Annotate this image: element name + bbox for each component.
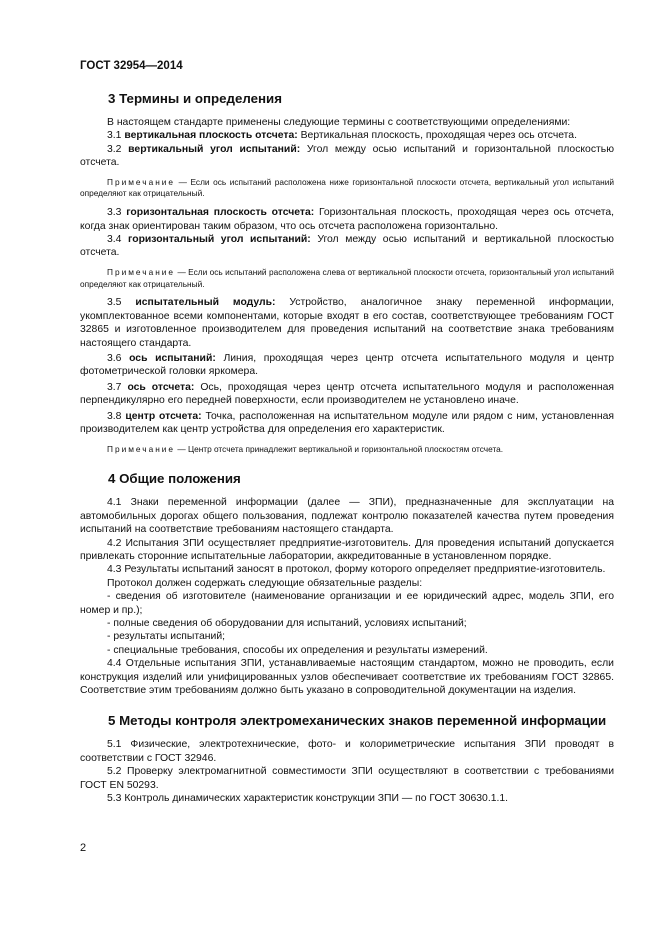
term-3-8-def: Точка, расположенная на испытательном модуле или рядом с ним, установленная производителем как центр устройства для определения его характеристик. bbox=[80, 410, 614, 436]
term-3-2-def: Угол между осью испытаний и горизонтальной плоскостью отсчета. bbox=[80, 143, 615, 169]
section-4-title: 4 Общие положения bbox=[108, 471, 241, 487]
term-3-5-name: испытательный модуль: bbox=[135, 297, 276, 309]
term-3-7-name: ось отсчета: bbox=[127, 381, 195, 393]
document-header: ГОСТ 32954—2014 bbox=[80, 60, 183, 72]
term-3-1: 3.1 вертикальная плоскость отсчета: Вертикальная плоскость, проходящая через ось отсчета. bbox=[107, 130, 577, 142]
term-3-4-def: Угол между осью испытаний и вертикальной плоскостью отсчета. bbox=[80, 234, 614, 259]
section-5-title: 5 Методы контроля электромеханических знаков переменной информации bbox=[108, 713, 607, 729]
note-3 bbox=[80, 444, 614, 456]
protocol-intro: Протокол должен содержать следующие обязательные разделы: bbox=[107, 577, 423, 589]
para-4-3: 4.3 Результаты испытаний заносят в протокол, форму которого определяет предприятие-изготовитель. bbox=[107, 564, 606, 576]
note-1 bbox=[80, 177, 614, 201]
term-3-8: 3.8 центр отсчета: Точка, расположенная на испытательном модуле или рядом с ним, установленная производителем как центр устройства для определения его характеристик. bbox=[80, 410, 614, 436]
note-2-text: — Если ось испытаний расположена слева от вертикальной плоскости отсчета, горизонтальный угол испытаний определяют как отрицательный. bbox=[80, 266, 614, 289]
note-1-text: — Если ось испытаний расположена ниже горизонтальной плоскости отсчета, вертикальный угол испытаний определяют как отрицательный. bbox=[80, 176, 614, 199]
term-3-1-def: Вертикальная плоскость, проходящая через ось отсчета. bbox=[300, 130, 577, 142]
page-content bbox=[80, 91, 614, 805]
para-5-3: 5.3 Контроль динамических характеристик конструкции ЗПИ — по ГОСТ 30630.1.1. bbox=[107, 793, 509, 805]
term-3-6-name: ось испытаний: bbox=[129, 353, 216, 365]
para-4-2: 4.2 Испытания ЗПИ осуществляет предприятие-изготовитель. Для проведения испытаний допускается привлекать сторонние испытательные лаборатории, аккредитованные в установленном порядке. bbox=[80, 537, 614, 562]
term-3-4-name: горизонтальный угол испытаний: bbox=[128, 234, 311, 246]
term-3-5-def: Устройство, аналогичное знаку переменной информации, укомплектованное всеми компонентами, которые входят в его состав, соответствующее требованиям ГОСТ 32865 и изготовленное производителем для проведения испытаний на соответствие знака требованиям настоящего стандарта. bbox=[80, 297, 615, 349]
note-2-label: Примечание bbox=[107, 266, 176, 277]
section-3-intro: В настоящем стандарте применены следующие термины с соответствующими определениями: bbox=[107, 117, 571, 128]
note-2 bbox=[80, 267, 614, 291]
term-3-5: 3.5 испытательный модуль: Устройство, аналогичное знаку переменной информации, укомплектованное всеми компонентами, которые входят в его состав, соответствующее требованиям ГОСТ 32865 и изготовленное производителем для проведения испытаний на соответствие знака требованиям настоящего стандарта. bbox=[80, 297, 615, 349]
para-5-2: 5.2 Проверку электромагнитной совместимости ЗПИ осуществляют в соответствии с требованиями ГОСТ EN 50293. bbox=[80, 766, 614, 791]
term-3-2-name: вертикальный угол испытаний: bbox=[128, 143, 301, 155]
term-3-2: 3.2 вертикальный угол испытаний: Угол между осью испытаний и горизонтальной плоскостью отсчета. bbox=[80, 143, 615, 169]
term-3-6: 3.6 ось испытаний: Линия, проходящая через центр отсчета испытательного модуля и центр фотометрической головки яркомера. bbox=[80, 353, 614, 378]
section-3-title: 3 Термины и определения bbox=[108, 91, 282, 106]
list-item: - специальные требования, способы их определения и результаты измерений. bbox=[107, 644, 488, 656]
list-item: - полные сведения об оборудовании для испытаний, условиях испытаний; bbox=[107, 617, 467, 629]
para-5-1: 5.1 Физические, электротехнические, фото- и колориметрические испытания ЗПИ проводят в соответствии с ГОСТ 32946. bbox=[80, 739, 614, 764]
note-3-label: Примечание bbox=[107, 443, 176, 454]
list-item: - сведения об изготовителе (наименование организации и ее юридический адрес, модель ЗПИ, его номер и пр.); bbox=[80, 591, 614, 616]
term-3-4: 3.4 горизонтальный угол испытаний: Угол между осью испытаний и вертикальной плоскостью отсчета. bbox=[80, 234, 614, 259]
term-3-3-name: горизонтальная плоскость отсчета: bbox=[126, 207, 315, 219]
para-4-1: 4.1 Знаки переменной информации (далее — ЗПИ), предназначенные для эксплуатации на автомобильных дорогах общего пользования, подлежат контролю показателей качества путем проведения испытаний на соответствие требованиям настоящего стандарта. bbox=[80, 497, 614, 536]
term-3-1-name: вертикальная плоскость отсчета: bbox=[124, 130, 298, 142]
term-3-3-def: Горизонтальная плоскость, проходящая через ось отсчета, когда знак ориентирован таким образом, что ось отсчета расположена горизонтально. bbox=[80, 207, 615, 232]
list-item: - результаты испытаний; bbox=[107, 631, 226, 643]
term-3-6-def: Линия, проходящая через центр отсчета испытательного модуля и центр фотометрической головки яркомера. bbox=[80, 353, 614, 378]
note-3-text: — Центр отсчета принадлежит вертикальной и горизонтальной плоскостям отсчета. bbox=[177, 443, 504, 454]
term-3-3: 3.3 горизонтальная плоскость отсчета: Горизонтальная плоскость, проходящая через ось отсчета, когда знак ориентирован таким образом, что ось отсчета расположена горизонтально. bbox=[80, 207, 615, 232]
note-1-label: Примечание bbox=[107, 176, 176, 187]
para-4-4: 4.4 Отдельные испытания ЗПИ, устанавливаемые настоящим стандартом, можно не проводить, если конструкция изделий или унифицированных узлов обеспечивает соответствие их требованиям ГОСТ 32865. Соответствие этим требованиям должно быть указано в сопроводительной документации на изделия. bbox=[80, 658, 614, 696]
term-3-7-def: Ось, проходящая через центр отсчета испытательного модуля и расположенная перпендикулярно его передней поверхности, если производителем не установлено иначе. bbox=[80, 381, 615, 407]
page-number: 2 bbox=[80, 842, 87, 854]
term-3-8-name: центр отсчета: bbox=[125, 410, 202, 422]
term-3-7: 3.7 ось отсчета: Ось, проходящая через центр отсчета испытательного модуля и расположенная перпендикулярно его передней поверхности, если производителем не установлено иначе. bbox=[80, 381, 615, 407]
